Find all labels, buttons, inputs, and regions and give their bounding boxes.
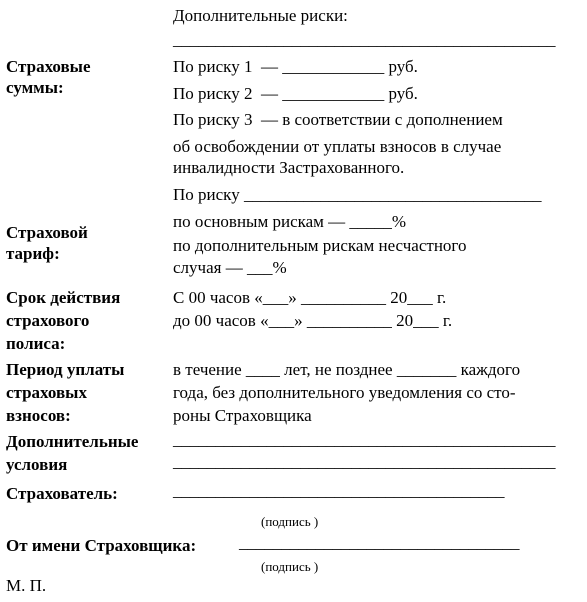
tariff-main: по основным рискам — _____% bbox=[173, 212, 407, 231]
payment-line3: роны Страховщика bbox=[173, 406, 312, 425]
payment-line1: в течение ____ лет, не позднее _______ каждого bbox=[173, 360, 521, 379]
term-label-line2: страхового bbox=[6, 311, 90, 330]
tariff-accident-line1: по дополнительным рискам несчастного bbox=[173, 236, 467, 255]
policyholder-signature-caption: (подпись ) bbox=[261, 514, 319, 529]
payment-label-line1: Период уплаты bbox=[6, 360, 125, 379]
sum-risk-1: По риску 1 — ____________ руб. bbox=[173, 57, 418, 76]
additional-risks-heading: Дополнительные риски: bbox=[173, 6, 348, 25]
sum-risk-3-line1: По риску 3 — в соответствии с дополнением bbox=[173, 110, 503, 129]
sum-risk-3-line2: об освобождении от уплаты взносов в случае bbox=[173, 137, 502, 156]
additional-risks-blank: _____________________________________________ bbox=[173, 30, 556, 49]
term-label-line1: Срок действия bbox=[6, 288, 121, 307]
conditions-label-line2: условия bbox=[6, 455, 68, 474]
sums-label-line1: Страховые bbox=[6, 57, 91, 76]
term-label-line3: полиса: bbox=[6, 334, 66, 353]
tariff-accident-line2: случая — ___% bbox=[173, 258, 287, 277]
policyholder-signature-line: _______________________________________ bbox=[173, 481, 505, 500]
conditions-blank-1: _____________________________________________ bbox=[173, 430, 556, 449]
stamp-placeholder: М. П. bbox=[6, 576, 47, 595]
sum-risk-other: По риску ___________________________________ bbox=[173, 185, 542, 204]
payment-label-line3: взносов: bbox=[6, 406, 71, 425]
sums-label-line2: суммы: bbox=[6, 78, 64, 97]
tariff-label-line2: тариф: bbox=[6, 244, 60, 263]
sum-risk-2: По риску 2 — ____________ руб. bbox=[173, 84, 418, 103]
conditions-label-line1: Дополнительные bbox=[6, 432, 139, 451]
term-from: С 00 часов «___» __________ 20___ г. bbox=[173, 288, 447, 307]
policyholder-label: Страхователь: bbox=[6, 484, 118, 503]
payment-line2: года, без дополнительного уведомления со сто- bbox=[173, 383, 516, 402]
insurer-signature-line: _________________________________ bbox=[239, 533, 520, 552]
insurer-signature-caption: (подпись ) bbox=[261, 559, 319, 574]
term-to: до 00 часов «___» __________ 20___ г. bbox=[173, 311, 453, 330]
tariff-label-line1: Страховой bbox=[6, 223, 88, 242]
payment-label-line2: страховых bbox=[6, 383, 87, 402]
conditions-blank-2: _____________________________________________ bbox=[173, 452, 556, 471]
sum-risk-3-line3: инвалидности Застрахованного. bbox=[173, 158, 405, 177]
insurer-label: От имени Страховщика: bbox=[6, 536, 197, 555]
